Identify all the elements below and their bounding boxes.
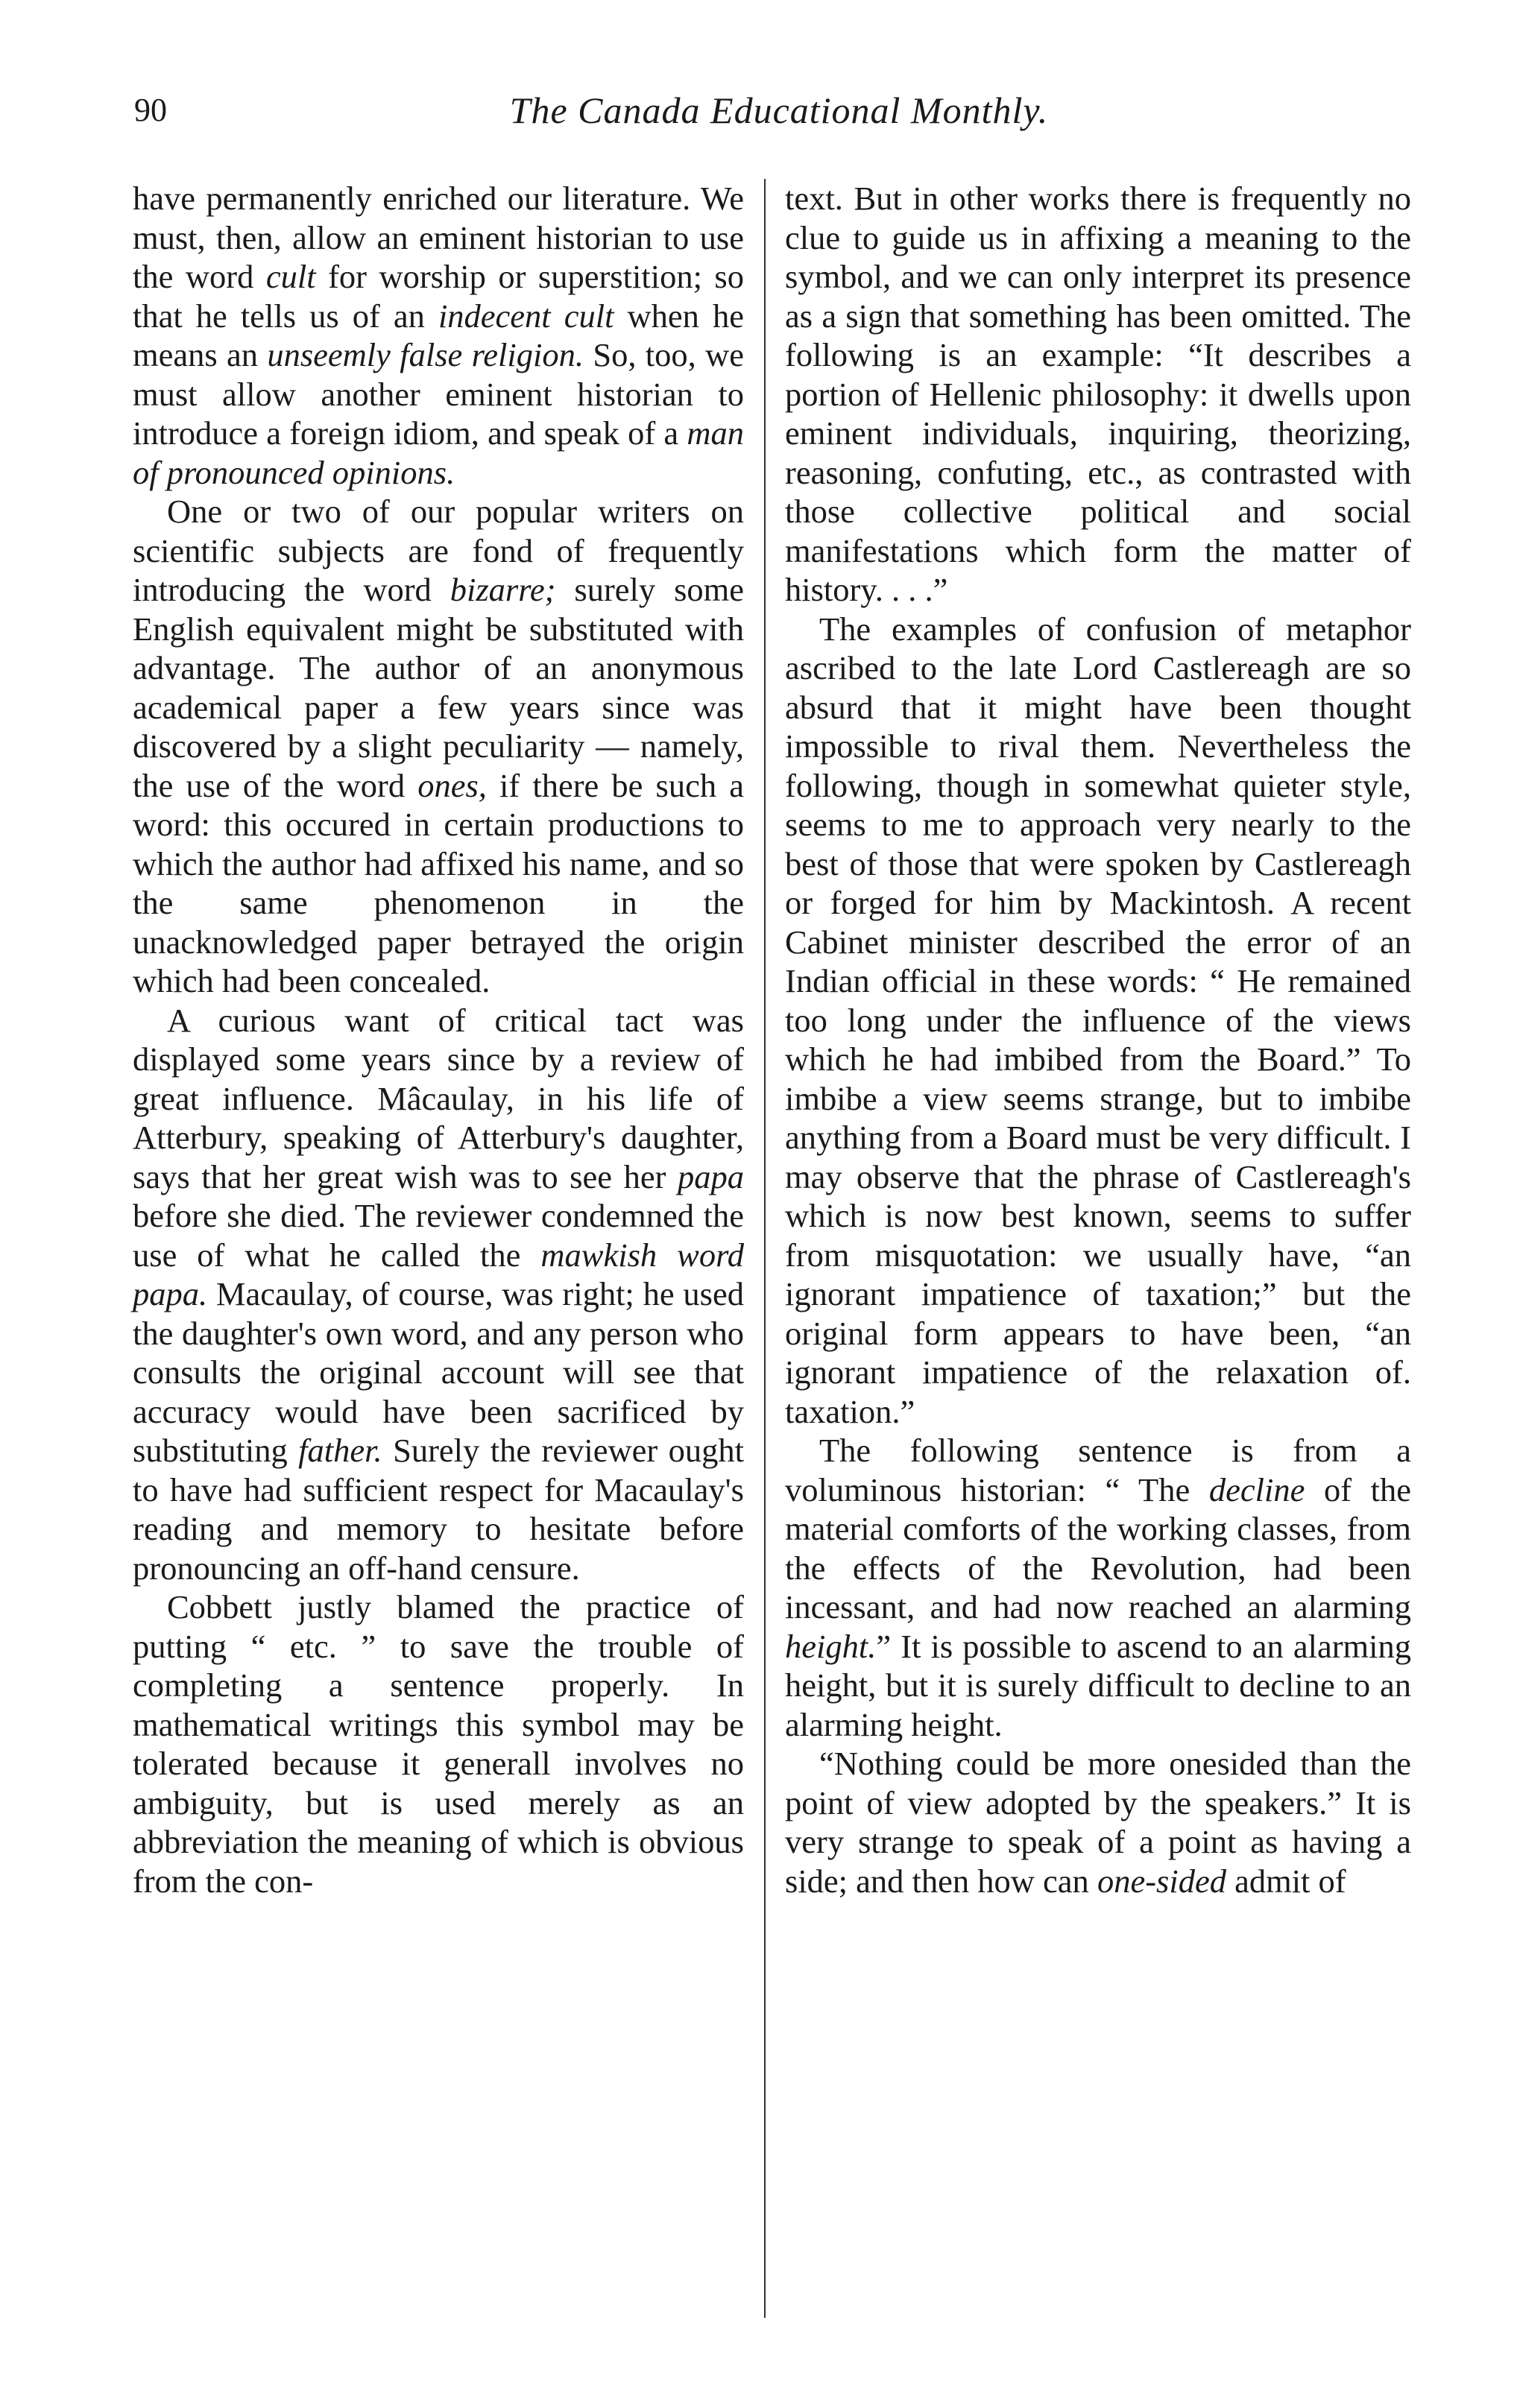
page-number: 90 bbox=[134, 92, 167, 128]
paragraph: “Nothing could be more onesided than the point of view adopted by the speakers.” It is very strange to speak of a point as having a side; and then how can one-sided admit of bbox=[785, 1745, 1411, 1900]
paragraph: have permanently enriched our literature. We must, then, allow an eminent historian to use the word cult for worship or superstition; so that he tells us of an indecent cult when he means an unseemly false religion. So, too, we must allow another eminent historian to introduce a foreign idiom, and speak of a man of pronounced opinions. bbox=[133, 180, 744, 491]
right-column bbox=[785, 179, 1411, 1900]
column-divider bbox=[764, 179, 766, 2318]
paragraph: One or two of our popular writers on scientific subjects are fond of frequently introducing the word bizarre; surely some English equivalent might be substituted with advantage. The author of an anonymous academical paper a few years since was discovered by a slight peculiarity — namely, the use of the word ones, if there be such a word: this occured in certain productions to which the author had affixed his name, and so the same phenomenon in the unacknowledged paper betrayed the origin which had been concealed. bbox=[133, 493, 744, 999]
left-column bbox=[133, 179, 744, 1900]
paragraph: Cobbett justly blamed the practice of putting “ etc. ” to save the trouble of completing a sentence properly. In mathematical writings this symbol may be tolerated because it generall involves no ambiguity, but is used merely as an abbreviation the meaning of which is obvious from the con- bbox=[133, 1588, 744, 1900]
paragraph: The examples of confusion of metaphor ascribed to the late Lord Castlereagh are so absurd that it might have been thought impossible to rival them. Nevertheless the following, though in somewhat quieter style, seems to me to approach very nearly to the best of those that were spoken by Castlereagh or forged for him by Mackintosh. A recent Cabinet minister described the error of an Indian official in these words: “ He remained too long under the influence of the views which he had imbibed from the Board.” To imbibe a view seems strange, but to imbibe anything from a Board must be very difficult. I may observe that the phrase of Castlereagh's which is now best known, seems to suffer from misquotation: we usually have, “an ignorant impatience of taxation;” but the original form appears to have been, “an ignorant impatience of the relaxation of. taxation.” bbox=[785, 610, 1411, 1430]
paragraph: text. But in other works there is frequently no clue to guide us in affixing a meaning to the symbol, and we can only interpret its presence as a sign that something has been omitted. The following is an example: “It describes a portion of Hellenic philosophy: it dwells upon eminent individuals, inquiring, theorizing, reasoning, confuting, etc., as contrasted with those collective political and social manifestations which form the matter of history. . . .” bbox=[785, 180, 1411, 608]
paragraph: A curious want of critical tact was displayed some years since by a review of great influence. Mâcaulay, in his life of Atterbury, speaking of Atterbury's daughter, says that her great wish was to see her papa before she died. The reviewer condemned the use of what he called the mawkish word papa. Macaulay, of course, was right; he used the daughter's own word, and any person who consults the original account will see that accuracy would have been sacrificed by substituting father. Surely the reviewer ought to have had sufficient respect for Macaulay's reading and memory to hesitate before pronouncing an off-hand censure. bbox=[133, 1001, 744, 1587]
running-title: The Canada Educational Monthly. bbox=[509, 89, 1049, 131]
page-header bbox=[134, 88, 1424, 140]
paragraph: The following sentence is from a voluminous historian: “ The decline of the material comforts of the working classes, from the effects of the Revolution, had been incessant, and had now reached an alarming height.” It is possible to ascend to an alarming height, but it is surely difficult to decline to an alarming height. bbox=[785, 1432, 1411, 1743]
